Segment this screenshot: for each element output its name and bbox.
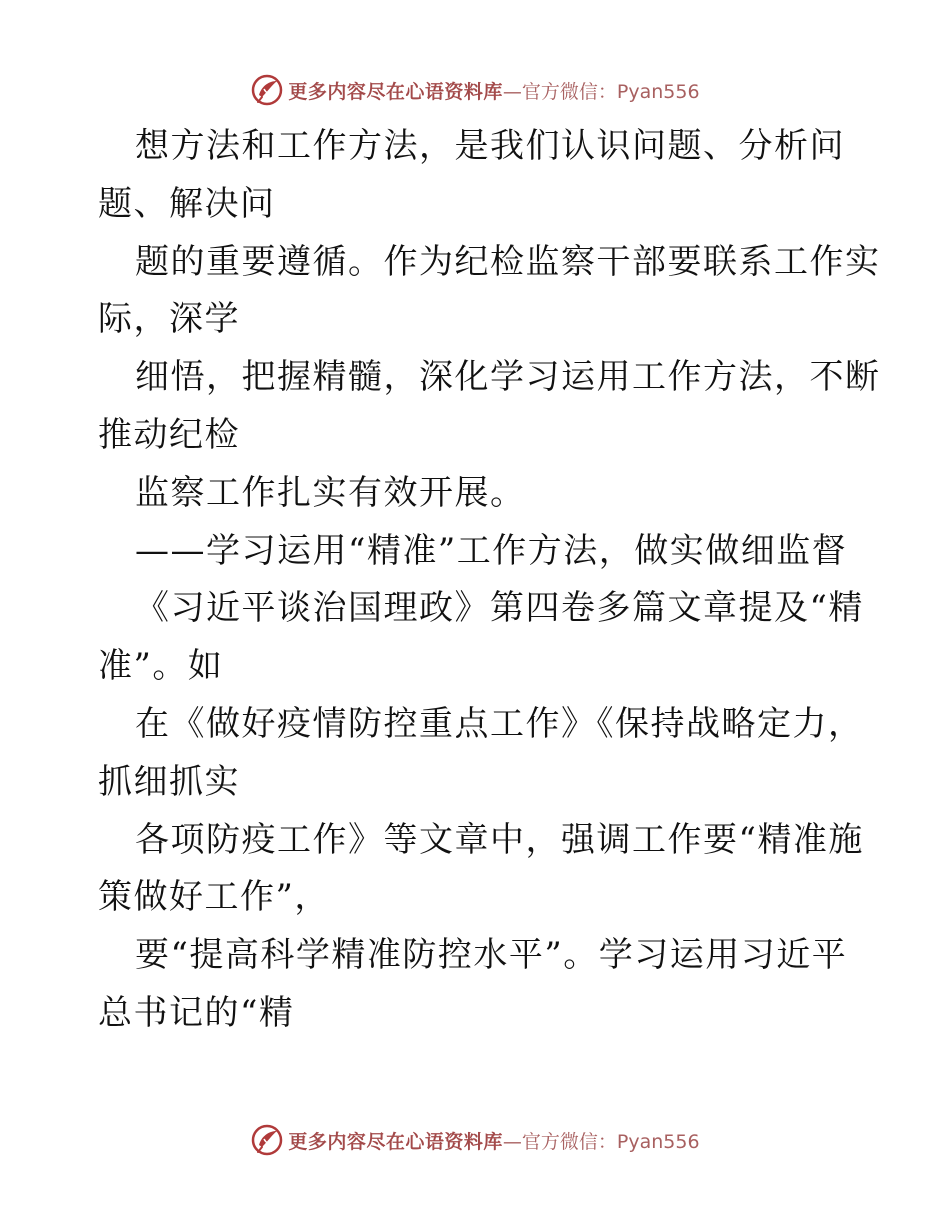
body-line: 细悟，把握精髓，深化学习运用工作方法，不断 [135,357,881,398]
body-line: 在《做好疫情防控重点工作》《保持战略定力， [135,703,864,744]
body-line: 题、解决问 [98,183,276,224]
body-line: 《习近平谈治国理政》第四卷多篇文章提及“精 [135,588,864,629]
body-line: ——学习运用“精准”工作方法，做实做细监督 [135,530,848,571]
body-line: 际，深学 [98,299,240,340]
body-line: 想方法和工作方法，是我们认识问题、分析问 [135,126,845,166]
body-line: 抓细抓实 [98,761,240,802]
header-banner [0,70,950,110]
pen-logo-icon [250,73,284,107]
body-line: 策做好工作”， [98,877,330,918]
banner-contact: —官方微信：Pyan556 [502,80,700,103]
body-line: 推动纪检 [98,414,240,455]
banner-title: 更多内容尽在心语资料库 [288,80,503,103]
body-line: 监察工作扎实有效开展。 [135,472,526,513]
body-line: 总书记的“精 [98,992,295,1033]
body-line: 各项防疫工作》等文章中，强调工作要“精准施 [135,819,864,860]
body-line: 要“提高科学精准防控水平”。学习运用习近平 [135,935,848,976]
banner-title: 更多内容尽在心语资料库 [288,1130,503,1153]
footer-banner [0,1120,950,1160]
body-line: 题的重要遵循。作为纪检监察干部要联系工作实 [135,241,881,282]
body-line: 准”。如 [98,646,224,687]
pen-logo-icon [250,1123,284,1157]
banner-contact: —官方微信：Pyan556 [502,1130,700,1153]
document-body [98,118,881,1043]
